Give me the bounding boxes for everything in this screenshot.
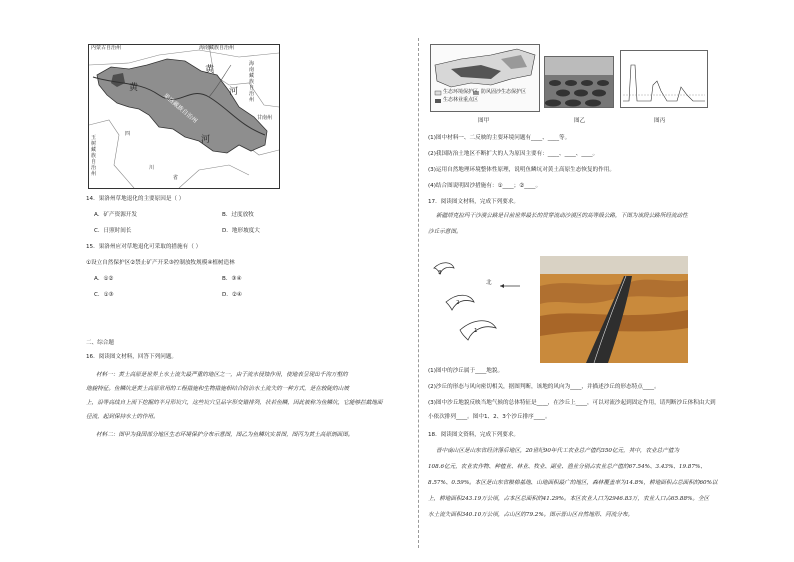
- dune-label-2: 2: [456, 300, 460, 306]
- q16-part1: (1)图中材料一、二反映的主要环境问题有____、____等。: [428, 135, 571, 141]
- dune-label-3: 3: [438, 270, 442, 276]
- q15-option-d[interactable]: D．②④: [222, 292, 242, 298]
- q16-part3: (3)运用自然地理环境整体性原理，说明鱼鳞坑对黄土高原生态恢复的作用。: [428, 167, 615, 173]
- q14-option-c[interactable]: C．日照时间长: [94, 228, 132, 234]
- guoluo-map: [88, 44, 280, 189]
- material1-line1: 材料一：黄土高原是世界上水土流失最严重的地区之一，由于流水侵蚀作用，使地表呈现出千沟万壑的: [96, 372, 348, 378]
- profile-graphic: [621, 51, 707, 107]
- legend-3: 生态林业重点区: [443, 97, 479, 103]
- q15-choices: ①设立自然保护区②禁止矿产开采③控制放牧规模④植树造林: [86, 260, 235, 266]
- q17-part1: (1)图中的沙丘属于____地貌。: [428, 368, 504, 374]
- map-label-top-right: 海南藏族自治州: [199, 45, 235, 51]
- desert-road-photo: [540, 256, 688, 363]
- q17-text2: 沙丘示意图。: [428, 229, 462, 235]
- map-label-gannan: 甘南州: [257, 115, 273, 121]
- legend-1: 生态环境保护区: [443, 89, 479, 95]
- dune-graphic: [430, 256, 530, 360]
- q14-option-a[interactable]: A．矿产资源开发: [94, 212, 137, 218]
- figure-yi: [544, 56, 614, 108]
- figure-bing: [620, 50, 708, 108]
- figure-bing-caption: 图丙: [654, 118, 666, 124]
- q15-option-b[interactable]: B．③④: [222, 276, 242, 282]
- section-heading: 二、综合题: [86, 340, 114, 346]
- q18-line2: 108.6亿元，农业农作物、种植业、林业、牧业、副业、渔业分别占农业总产值的67.54%、3.43%、19.87%、: [428, 464, 706, 470]
- q14-option-b[interactable]: B．过度放牧: [222, 212, 254, 218]
- figure-jia-caption: 图甲: [478, 118, 490, 124]
- material1-line4: 径流，起到保持水土的作用。: [86, 414, 159, 420]
- q14-stem: 14．果洛州草地退化的主要原因是（ ）: [86, 196, 185, 202]
- q17-part3b: 小依次排列____。图中1、2、3个沙丘排序____。: [428, 414, 551, 420]
- q17-part3: (3)图中沙丘地貌反映当地气候的总体特征是____，在沙丘上____，可以对流沙起到固定作用，请判断沙丘体积由大到: [428, 400, 716, 406]
- map-label-chuan: 川: [149, 165, 155, 171]
- fish-scale-pits: [545, 57, 613, 107]
- q16-stem: 16．阅读图文材料，回答下列问题。: [86, 354, 178, 360]
- q15-stem: 15．果洛州应对草地退化可采取的措施有（ ）: [86, 244, 202, 250]
- desert-road-graphic: [540, 256, 688, 363]
- map-label-he: 河: [229, 87, 239, 97]
- material2-line1: 材料二：图甲为我国部分地区生态环境保护分布示意图，图乙为鱼鳞坑实景图，图丙为黄土高原剖面图。: [96, 432, 354, 438]
- legend-2: 防风固沙生态保护区: [481, 89, 527, 95]
- map-label-region: 果洛藏族自治州: [161, 92, 199, 125]
- dune-label-1: 1: [474, 328, 478, 334]
- q18-stem: 18．阅读图文资料，完成下列要求。: [428, 432, 520, 438]
- dune-sketch: [430, 256, 530, 360]
- material1-line3: 上，沿等高线自上而下挖掘的半月形坑穴，这些坑穴呈品字形交错排列，状若鱼鳞，因此被称为鱼鳞坑，它能够拦截地面: [86, 400, 383, 406]
- map-label-he2: 河: [201, 135, 211, 145]
- q16-part4: (4)结合图说明固沙措施有：①____；②____。: [428, 183, 542, 189]
- map-label-sheng: 省: [173, 175, 179, 181]
- map-label-right: 海南藏族自治州: [249, 61, 255, 103]
- map-label-huang: 黄: [129, 83, 139, 93]
- q15-option-c[interactable]: C．①③: [94, 292, 114, 298]
- map-label-left: 玉 树 藏 族 自 治 州: [91, 135, 97, 177]
- map-label-si: 四: [125, 131, 131, 137]
- north-label: 北: [486, 280, 492, 286]
- q18-line1: 晋中南山区是山东省经济落后地区，20世纪90年代工农业总产值约350亿元，其中，农业总产值为: [436, 448, 680, 454]
- figure-jia: [430, 44, 540, 112]
- q16-part2: (2)我国防治土地区不断扩大的人为原因主要有：____、____、____。: [428, 151, 599, 157]
- material1-line2: 地貌特征。鱼鳞坑是黄土高原常用的工程措施和生物措施相结合防治水土流失的一种方式，是在较陡的山坡: [86, 386, 349, 392]
- q18-line3: 8.57%、0.59%。本区是山东省粮棉基地、山地面积最广的地区，森林覆盖率为14.8%，耕地面积占总面积的60%以: [428, 480, 718, 486]
- q14-option-d[interactable]: D．地形坡度大: [222, 228, 260, 234]
- figure-yi-caption: 图乙: [574, 118, 586, 124]
- q17-stem: 17．阅读图文材料，完成下列要求。: [428, 199, 520, 205]
- column-divider: [418, 38, 419, 548]
- q17-part2: (2)沙丘的形态与风向密切相关，据图判断，该地的风向为____，并描述沙丘的形态特点____。: [428, 384, 660, 390]
- q18-line4: 上，耕地面积243.19万公顷，占本区总面积的41.29%。本区农业人口为2946.83万，农业人口占65.88%。全区: [428, 496, 710, 502]
- map-label-top-left: 内蒙古自治州: [91, 45, 122, 51]
- map-label-huang2: 黄: [205, 65, 215, 75]
- q18-line5: 水土流失面积340.10万公顷，占山区的79.2%。图示晋山区自然地形、河流分布。: [428, 512, 634, 518]
- q15-option-a[interactable]: A．①②: [94, 276, 114, 282]
- q17-text1: 新疆塔克拉玛干沙漠公路是目前世界最长的贯穿流动沙漠区的高等级公路，下图为该段公路所经流动性: [436, 213, 688, 219]
